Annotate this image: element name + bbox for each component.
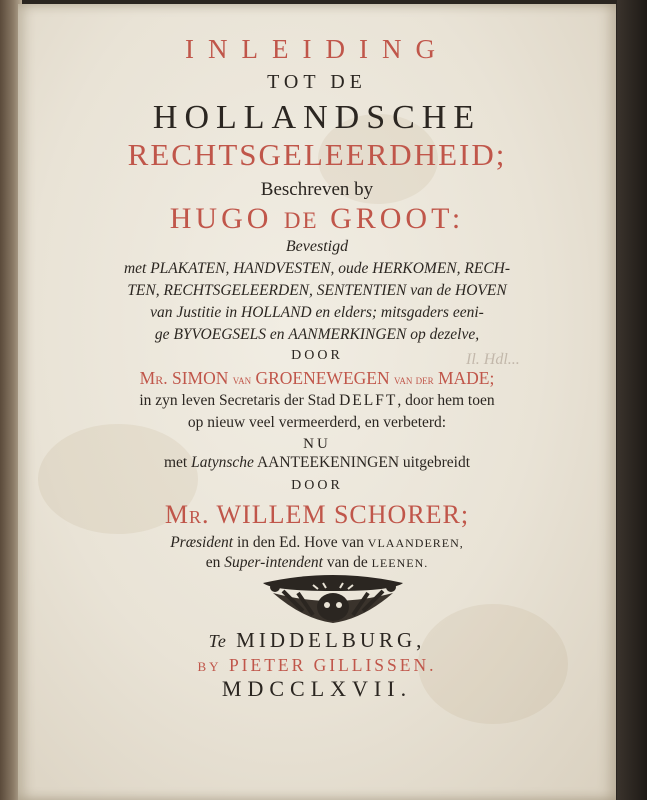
title-line-tot-de: TOT DE [267,71,367,93]
editor-name-part: van der [393,372,434,387]
secretary-line [18,392,616,410]
book-background-edge [617,0,647,800]
president-text: Præsident [170,534,234,551]
door-line-1: DOOR [291,348,343,363]
latin-text: AANTEEKENINGEN [253,454,400,471]
body-text: HERKOMEN [372,260,457,277]
imprint-text: BY [197,659,222,674]
body-text: , RECH- [456,260,511,277]
imprint-text: MIDDELBURG, [226,628,426,652]
revised-line: op nieuw veel vermeerderd, en verbeterd: [187,414,447,431]
title-line-rechtsgeleerdheid: RECHTSGELEERDHEID; [127,137,507,172]
imprint-place [18,628,616,653]
body-text: HOVEN [455,282,507,299]
body-text: van de [406,282,455,299]
body-text: , [309,282,317,299]
editor-name-part: van [232,372,252,387]
body-text: op dezelve, [406,326,480,343]
imprint-printer [18,655,616,676]
editor-title: Mr. [164,500,210,529]
bevestigd: Bevestigd [285,238,349,255]
editor-name-part: GROENEWEGEN [251,368,394,388]
door-line-2: DOOR [291,478,343,493]
president-text: in den Ed. Hove van [233,534,368,551]
body-text: BYVOEGSELS [173,326,266,343]
superintendent-line [18,554,616,572]
president-line [18,534,616,552]
bleed-through-text: Il. Hdl... [466,351,520,368]
body-text: met [123,260,151,277]
secretary-city: DELFT [339,392,398,409]
editor-name-part: MADE; [433,368,495,388]
nu-line: NU [303,436,331,452]
body-line-4 [18,326,616,344]
body-line-2 [18,282,616,300]
superintendent-text: LEENEN. [371,556,429,570]
body-text: AANMERKINGEN [288,326,407,343]
latin-notes-line [18,454,616,472]
body-text: HANDVESTEN [233,260,331,277]
printers-ornament-icon [243,571,423,627]
imprint-text: Te [208,631,227,651]
president-place: VLAANDEREN, [367,536,464,550]
title-page [18,4,616,800]
body-text: , oude [330,260,373,277]
latin-text: uitgebreidt [399,454,471,471]
title-line-inleiding: INLEIDING [185,34,449,64]
body-text: , [225,260,234,277]
editor-groenewegen [18,368,616,389]
body-text: en [265,326,289,343]
body-text: TEN, [127,282,164,299]
imprint-year: MDCCLXVII. [221,676,413,701]
body-line-3 [18,304,616,322]
author-first-name: HUGO [169,202,284,235]
editor-name-part: SIMON [167,368,233,388]
body-text: en elders; mitsgaders eeni- [311,304,484,321]
superintendent-text: en [205,554,225,571]
body-text: van Justitie in [150,304,241,321]
body-text: ge [154,326,174,343]
body-text: HOLLAND [241,304,312,321]
body-text: SENTENTIEN [316,282,407,299]
editor-name-part: WILLEM SCHORER; [209,500,470,529]
superintendent-text: van de [322,554,372,571]
superintendent-text: Super-intendent [224,554,323,571]
editor-title: Mr. [139,368,168,388]
latin-text: Latynsche [191,454,254,471]
body-text: RECHTSGELEERDEN [163,282,310,299]
editor-schorer [18,500,616,530]
body-line-1 [18,260,616,278]
latin-text: met [163,454,192,471]
title-line-hollandsche: HOLLANDSCHE [152,99,482,136]
author-last-name: GROOT: [318,202,465,235]
body-text: PLAKATEN [150,260,226,277]
author-name [18,202,616,236]
secretary-text: in zyn leven Secretaris der Stad [139,392,340,409]
author-particle: DE [283,208,319,233]
secretary-text: , door hem toen [397,392,495,409]
described-by: Beschreven by [260,179,374,200]
imprint-text: PIETER GILLISSEN. [221,655,437,675]
